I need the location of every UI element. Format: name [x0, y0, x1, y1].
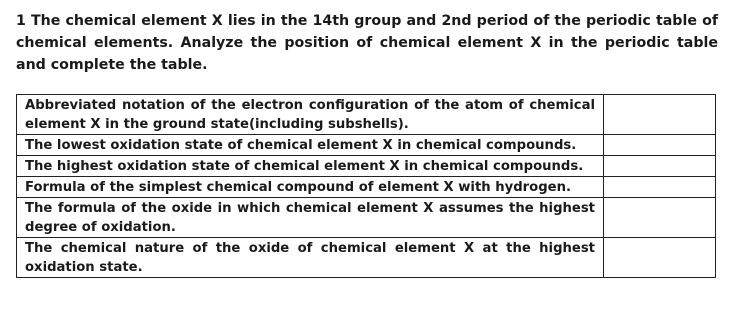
answer-cell-lowest-oxidation-state[interactable]	[604, 135, 716, 156]
answer-cell-hydrogen-compound[interactable]	[604, 177, 716, 198]
question-text: 1 The chemical element X lies in the 14th group and 2nd period of the periodic table of chemical elements. Analyze the position of chemical element X in the periodic table and complete the table.	[16, 13, 718, 73]
table-row	[17, 95, 716, 135]
prompt-cell: The highest oxidation state of chemical element X in chemical compounds.	[17, 156, 604, 177]
answer-cell-oxide-nature[interactable]	[604, 238, 716, 278]
answer-cell-electron-configuration[interactable]	[604, 95, 716, 135]
table-row	[17, 198, 716, 238]
prompt-cell: Abbreviated notation of the electron configuration of the atom of chemical element X in the ground state(including subshells).	[17, 95, 604, 135]
table-row	[17, 135, 716, 156]
table-row	[17, 177, 716, 198]
prompt-cell: Formula of the simplest chemical compound of element X with hydrogen.	[17, 177, 604, 198]
prompt-cell: The formula of the oxide in which chemical element X assumes the highest degree of oxidation.	[17, 198, 604, 238]
table-row	[17, 238, 716, 278]
answer-table	[16, 94, 716, 278]
prompt-cell: The lowest oxidation state of chemical element X in chemical compounds.	[17, 135, 604, 156]
answer-cell-highest-oxidation-state[interactable]	[604, 156, 716, 177]
table-row	[17, 156, 716, 177]
answer-cell-highest-oxide-formula[interactable]	[604, 198, 716, 238]
prompt-cell: The chemical nature of the oxide of chemical element X at the highest oxidation state.	[17, 238, 604, 278]
